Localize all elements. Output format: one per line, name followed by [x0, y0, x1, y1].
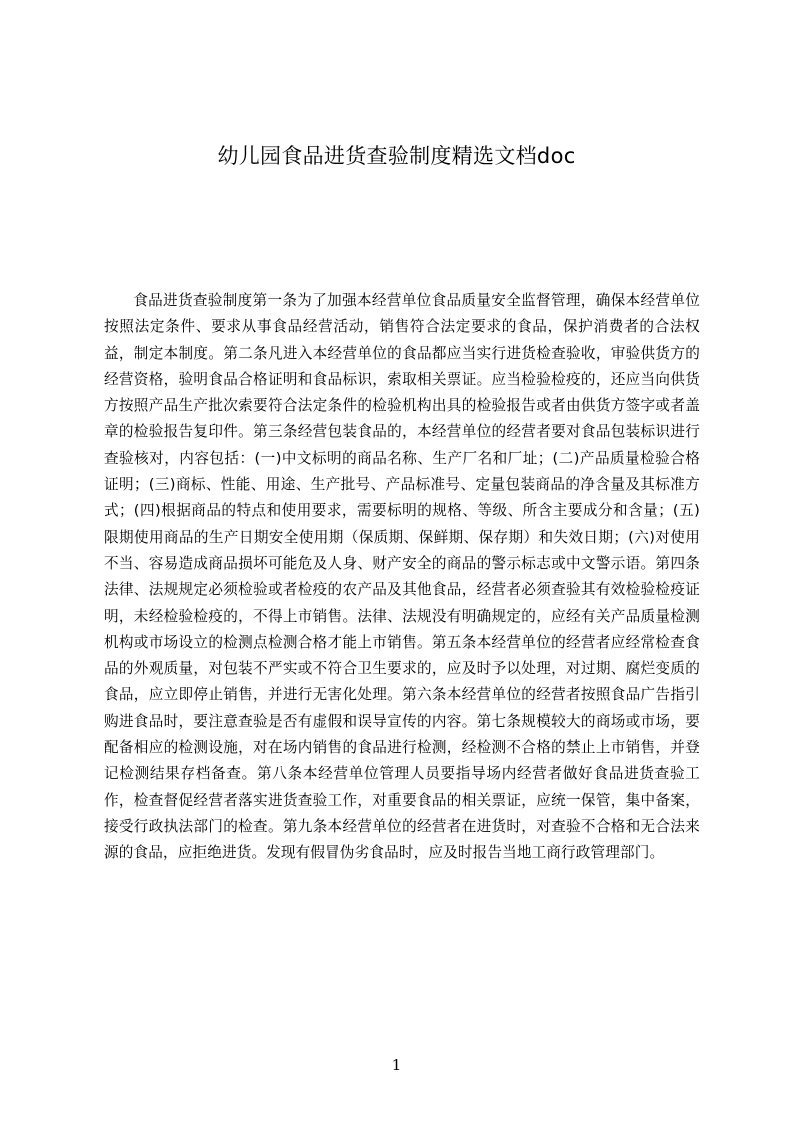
document-body-paragraph: 食品进货查验制度第一条为了加强本经营单位食品质量安全监督管理，确保本经营单位按照法定条件、要求从事食品经营活动，销售符合法定要求的食品，保护消费者的合法权益，制定本制度。第二条凡进入本经营单位的食品都应当实行进货检查验收，审验供货方的经营资格，验明食品合格证明和食品标识，索取相关票证。应当检验检疫的，还应当向供货方按照产品生产批次索要符合法定条件的检验机构出具的检验报告或者由供货方签字或者盖章的检验报告复印件。第三条经营包装食品的，本经营单位的经营者要对食品包装标识进行查验核对，内容包括：(一)中文标明的商品名称、生产厂名和厂址；(二)产品质量检验合格证明；(三)商标、性能、用途、生产批号、产品标准号、定量包装商品的净含量及其标准方式；(四)根据商品的特点和使用要求，需要标明的规格、等级、所含主要成分和含量；(五)限期使用商品的生产日期安全使用期（保质期、保鲜期、保存期）和失效日期；(六)对使用不当、容易造成商品损坏可能危及人身、财产安全的商品的警示标志或中文警示语。第四条法律、法规规定必须检验或者检疫的农产品及其他食品，经营者必须查验其有效检验检疫证明，未经检验检疫的，不得上市销售。法律、法规没有明确规定的，应经有关产品质量检测机构或市场设立的检测点检测合格才能上市销售。第五条本经营单位的经营者应经常检查食品的外观质量，对包装不严实或不符合卫生要求的，应及时予以处理，对过期、腐烂变质的食品，应立即停止销售，并进行无害化处理。第六条本经营单位的经营者按照食品广告指引购进食品时，要注意查验是否有虚假和误导宣传的内容。第七条规模较大的商场或市场，要配备相应的检测设施，对在场内销售的食品进行检测，经检测不合格的禁止上市销售，并登记检测结果存档备查。第八条本经营单位管理人员要指导场内经营者做好食品进货查验工作，检查督促经营者落实进货查验工作，对重要食品的相关票证，应统一保管，集中备案，接受行政执法部门的检查。第九条本经营单位的经营者在进货时，对查验不合格和无合法来源的食品，应拒绝进货。发现有假冒伪劣食品时，应及时报告当地工商行政管理部门。 — [104, 292, 700, 862]
document-title: 幼儿园食品进货查验制度精选文档doc — [217, 144, 576, 168]
page-number: 1 — [391, 1056, 402, 1074]
